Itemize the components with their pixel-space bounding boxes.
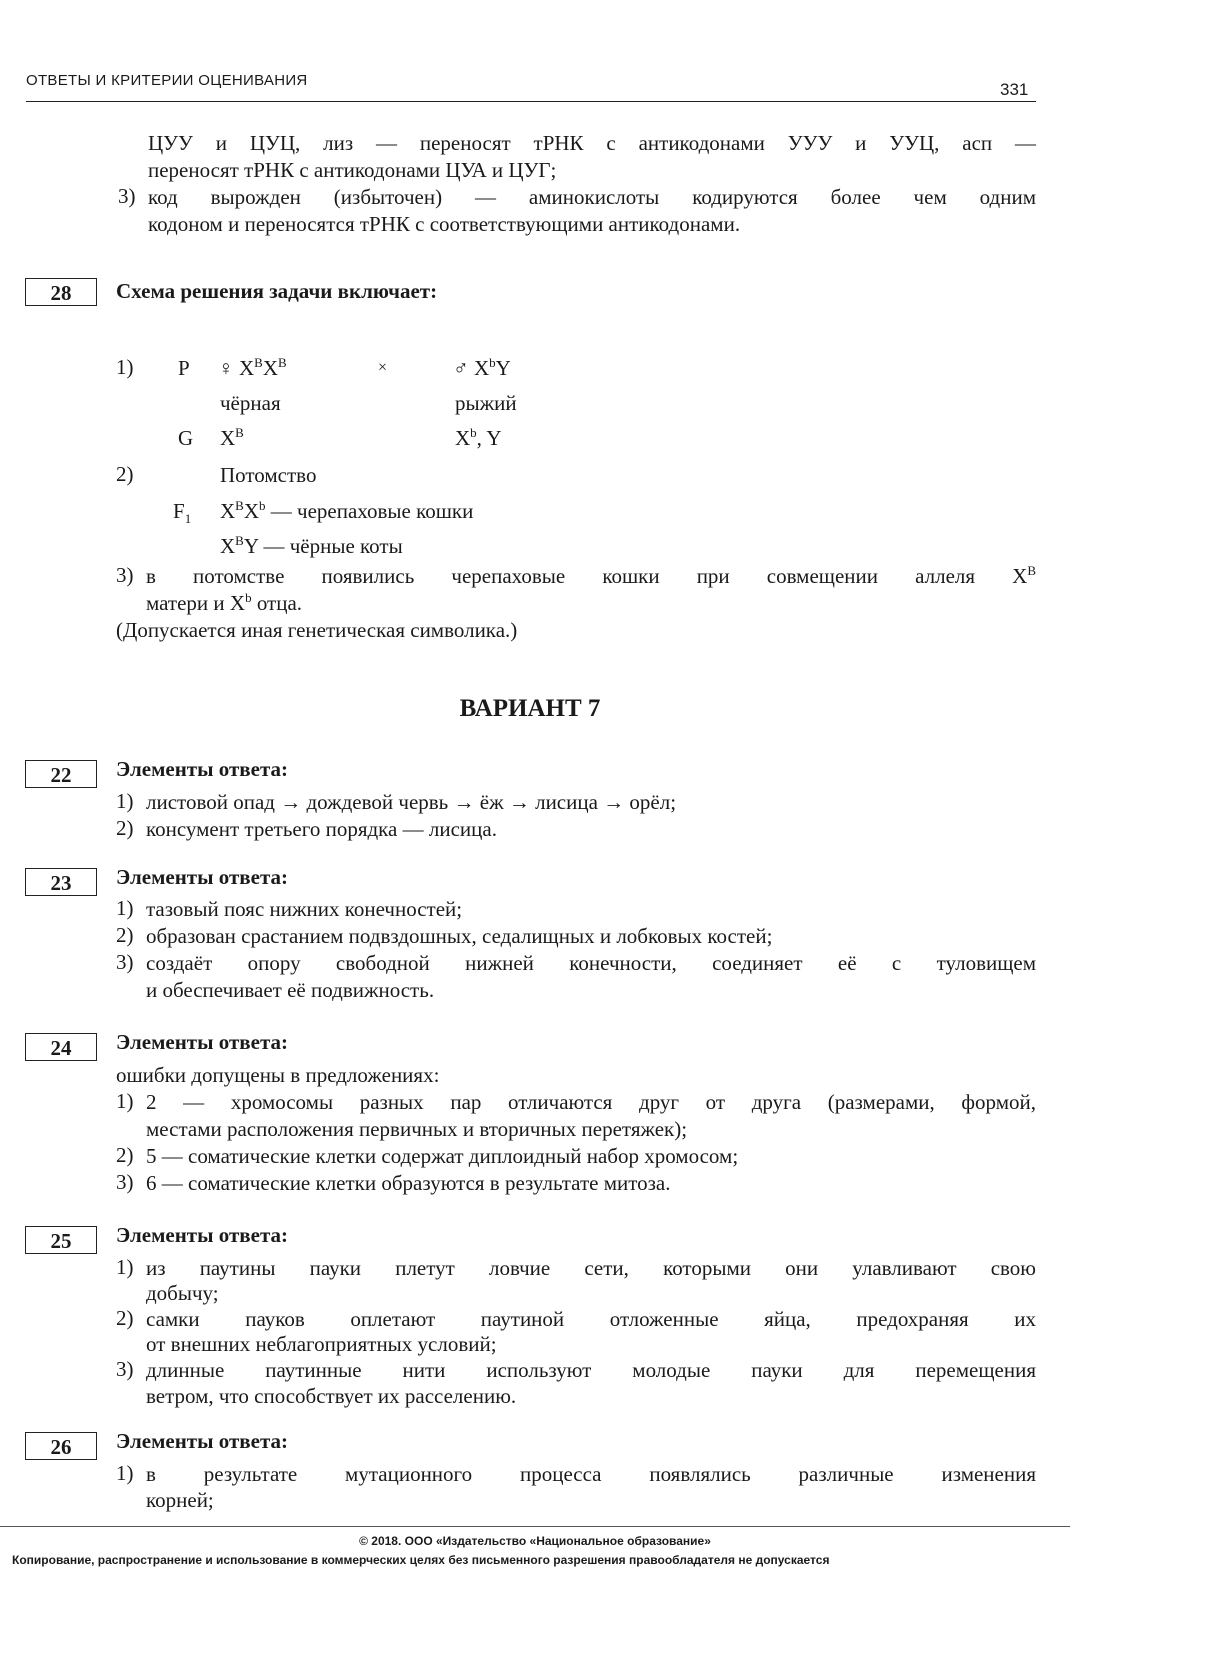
q28-parents-label: P xyxy=(178,356,190,380)
intro-line-2: переносят тРНК с антикодонами ЦУА и ЦУГ; xyxy=(148,158,557,182)
footer-notice: Копирование, распространение и использование в коммерческих целях без письменного разрешения правообладателя не допускается xyxy=(12,1553,830,1567)
q24-item-1-line-2: местами расположения первичных и вторичных перетяжек); xyxy=(146,1117,688,1141)
header-divider xyxy=(26,101,1036,102)
q28-step-2-number: 2) xyxy=(116,462,134,486)
q28-female-gamete: $X^B$ xyxy=(220,425,244,450)
question-23-title: Элементы ответа: xyxy=(116,865,289,889)
question-22-number: 22 xyxy=(25,760,97,788)
q24-item-3: 6 — соматические клетки образуются в результате митоза. xyxy=(146,1171,671,1195)
q28-male-gametes: $X^b$, Y xyxy=(455,425,502,450)
q28-male-genotype: ♂ $X^bY$ xyxy=(453,355,511,380)
q28-gametes-label: G xyxy=(178,426,194,450)
q26-item-1-line-1: в результате мутационного процесса появлялись различные изменения xyxy=(146,1462,1036,1486)
q28-step-1-number: 1) xyxy=(116,355,134,379)
q24-item-2: 5 — соматические клетки содержат диплоидный набор хромосом; xyxy=(146,1144,739,1168)
q25-item-1-line-1: из паутины пауки плетут ловчие сети, которыми они улавливают свою xyxy=(146,1256,1036,1280)
q28-male-phenotype: рыжий xyxy=(455,391,517,415)
q23-item-1: тазовый пояс нижних конечностей; xyxy=(146,897,463,921)
q23-item-2-number: 2) xyxy=(116,923,134,947)
footer-copyright: © 2018. ООО «Издательство «Национальное образование» xyxy=(359,1534,711,1548)
q25-item-3-number: 3) xyxy=(116,1357,134,1381)
q24-item-1-line-1: 2 — хромосомы разных пар отличаются друг от друга (размерами, формой, xyxy=(146,1090,1036,1114)
q25-item-3-line-2: ветром, что способствует их расселению. xyxy=(146,1384,517,1408)
q24-item-2-number: 2) xyxy=(116,1143,134,1167)
running-header: ОТВЕТЫ И КРИТЕРИИ ОЦЕНИВАНИЯ xyxy=(26,72,308,89)
q22-item-2: консумент третьего порядка — лисица. xyxy=(146,817,497,841)
q23-item-2: образован срастанием подвздошных, седалищных и лобковых костей; xyxy=(146,924,773,948)
q22-item-1: листовой опад → дождевой червь → ёж → лисица → орёл; xyxy=(146,790,677,814)
question-23-number: 23 xyxy=(25,868,97,896)
question-25-number: 25 xyxy=(25,1226,97,1254)
intro-item-3-number: 3) xyxy=(118,184,136,208)
intro-item-3-line-2: кодоном и переносятся тРНК с соответствующими антикодонами. xyxy=(148,212,741,236)
q24-item-1-number: 1) xyxy=(116,1089,134,1113)
footer-divider xyxy=(0,1526,1070,1527)
question-24-number: 24 xyxy=(25,1033,97,1061)
question-28-title: Схема решения задачи включает: xyxy=(116,279,438,303)
question-22-title: Элементы ответа: xyxy=(116,757,289,781)
q24-item-3-number: 3) xyxy=(116,1170,134,1194)
intro-item-3-line-1: код вырожден (избыточен) — аминокислоты кодируются более чем одним xyxy=(148,185,1036,209)
q28-offspring-female: $X^BX^b$ — черепаховые кошки xyxy=(220,498,474,523)
q24-intro: ошибки допущены в предложениях: xyxy=(116,1063,440,1087)
q28-offspring-label: Потомство xyxy=(220,463,317,487)
q28-note: (Допускается иная генетическая символика.) xyxy=(116,618,518,642)
intro-line-1: ЦУУ и ЦУЦ, лиз — переносят тРНК с антикодонами УУУ и УУЦ, асп — xyxy=(148,131,1036,155)
q25-item-2-number: 2) xyxy=(116,1306,134,1330)
q28-step-3-number: 3) xyxy=(116,563,134,587)
question-26-title: Элементы ответа: xyxy=(116,1429,289,1453)
q28-female-phenotype: чёрная xyxy=(220,391,281,415)
q28-step-3-line-2: матери и $X^b$ отца. xyxy=(146,590,303,615)
q26-item-1-number: 1) xyxy=(116,1461,134,1485)
q25-item-1-line-2: добычу; xyxy=(146,1281,219,1305)
q25-item-3-line-1: длинные паутинные нити используют молодые пауки для перемещения xyxy=(146,1358,1036,1382)
q28-female-genotype: ♀ $X^BX^B$ xyxy=(218,355,287,380)
page-number: 331 xyxy=(1000,80,1029,99)
q25-item-2-line-2: от внешних неблагоприятных условий; xyxy=(146,1332,497,1356)
q28-offspring-male: $X^BY$ — чёрные коты xyxy=(220,533,403,558)
q23-item-3-line-1: создаёт опору свободной нижней конечности, соединяет её с туловищем xyxy=(146,951,1036,975)
question-24-title: Элементы ответа: xyxy=(116,1030,289,1054)
q28-f1-label: $F_1$ xyxy=(173,499,192,527)
variant-heading: ВАРИАНТ 7 xyxy=(459,695,601,722)
q22-item-2-number: 2) xyxy=(116,816,134,840)
q25-item-1-number: 1) xyxy=(116,1255,134,1279)
question-25-title: Элементы ответа: xyxy=(116,1223,289,1247)
q26-item-1-line-2: корней; xyxy=(146,1488,214,1512)
q23-item-1-number: 1) xyxy=(116,896,134,920)
question-26-number: 26 xyxy=(25,1432,97,1460)
q22-item-1-number: 1) xyxy=(116,789,134,813)
q23-item-3-line-2: и обеспечивает её подвижность. xyxy=(146,978,435,1002)
q23-item-3-number: 3) xyxy=(116,950,134,974)
q28-step-3-line-1: в потомстве появились черепаховые кошки при совмещении аллеля $X^B$ xyxy=(146,563,1036,588)
q28-cross-sign: × xyxy=(378,359,388,376)
q25-item-2-line-1: самки пауков оплетают паутиной отложенные яйца, предохраняя их xyxy=(146,1307,1036,1331)
question-28-number: 28 xyxy=(25,278,97,306)
